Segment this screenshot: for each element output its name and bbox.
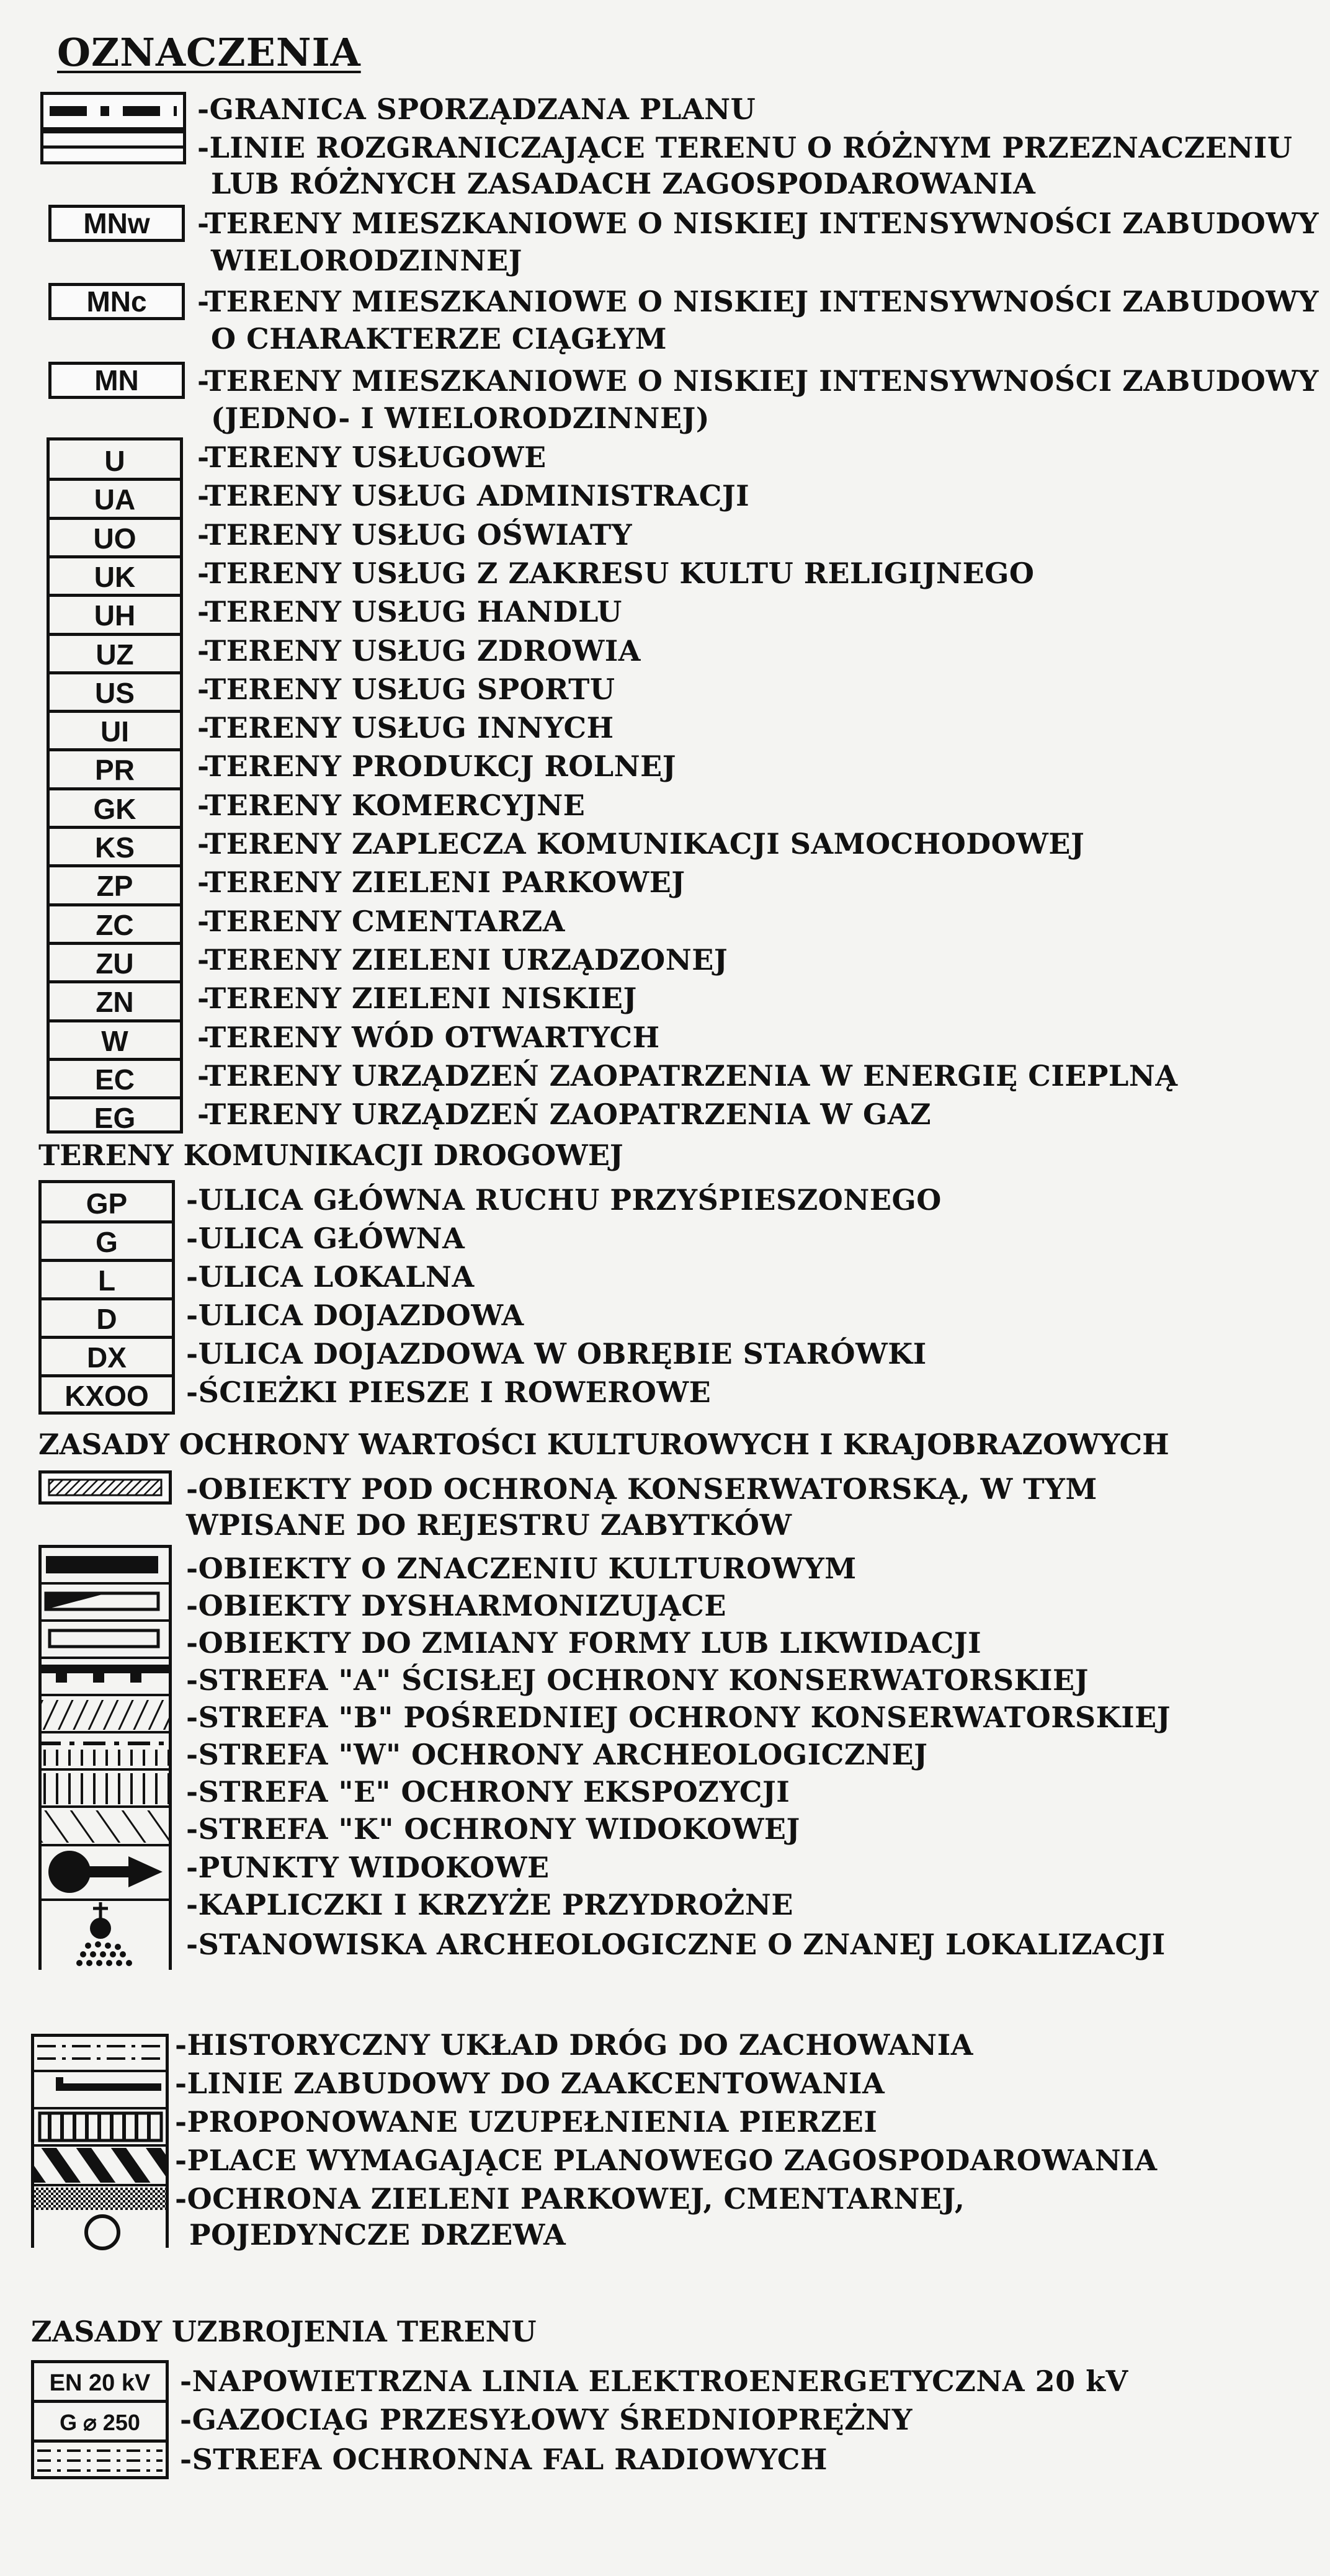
layout-label: -PLACE WYMAGAJĄCE PLANOWEGO ZAGOSPODAROWANIA (175, 2144, 1158, 2177)
road-code: D (96, 1303, 117, 1335)
road-code: KXOO (65, 1380, 149, 1412)
roads-heading: TERENY KOMUNIKACJI DROGOWEJ (38, 1138, 623, 1172)
zone-k-icon (38, 1810, 172, 1843)
layout-symbols (31, 2034, 169, 2251)
zone-code: ZC (96, 908, 134, 941)
zone-code: UZ (96, 638, 134, 671)
zone-label: -TERENY USŁUG Z ZAKRESU KULTU RELIGIJNEGO (197, 556, 1035, 590)
zone-code: UH (94, 599, 136, 632)
zone-code: ZU (96, 947, 134, 980)
zone-code: KS (95, 831, 135, 864)
legend-label: (JEDNO- I WIELORODZINNEJ) (211, 401, 710, 435)
culture-label: -KAPLICZKI I KRZYŻE PRZYDROŻNE (186, 1888, 793, 1921)
layout-label: -PROPONOWANE UZUPEŁNIENIA PIERZEI (175, 2105, 878, 2139)
infra-code-en: EN 20 kV (49, 2370, 151, 2396)
radio-zone-icon (31, 2442, 169, 2479)
infrastructure-label: -STREFA OCHRONNA FAL RADIOWYCH (180, 2443, 828, 2476)
legend-label: WPISANE DO REJESTRU ZABYTKÓW (186, 1508, 792, 1542)
zone-code: ZP (96, 870, 133, 903)
infrastructure-heading: ZASADY UZBROJENIA TERENU (31, 2315, 537, 2348)
layout-label: -LINIE ZABUDOWY DO ZAAKCENTOWANIA (175, 2067, 885, 2100)
zone-code: UK (94, 560, 136, 593)
infra-code-gas: G ⌀ 250 (60, 2410, 140, 2435)
road-label: -ULICA LOKALNA (186, 1260, 475, 1294)
road-code: G (96, 1226, 118, 1258)
zone-e-icon (38, 1773, 172, 1804)
zone-label: -TERENY ZIELENI PARKOWEJ (197, 865, 685, 900)
historic-road-icon (37, 2046, 161, 2059)
zone-label: -TERENY USŁUG ADMINISTRACJI (197, 479, 750, 513)
zone-label: -TERENY ZIELENI URZĄDZONEJ (197, 942, 728, 977)
zone-label: -TERENY ZAPLECZA KOMUNIKACJI SAMOCHODOWEJ (197, 827, 1085, 861)
zone-code-mnc: MNc (48, 283, 185, 320)
culture-label: -OBIEKTY DYSHARMONIZUJĄCE (186, 1589, 726, 1622)
zone-code: W (101, 1024, 128, 1057)
legend-label: -TERENY MIESZKANIOWE O NISKIEJ INTENSYWNOŚCI ZABUDOWY (197, 285, 1319, 318)
zone-b-icon (38, 1700, 172, 1730)
zone-label: -TERENY USŁUG INNYCH (197, 711, 614, 745)
dividing-line-icon (40, 130, 186, 164)
road-label: -ULICA GŁÓWNA RUCHU PRZYŚPIESZONEGO (186, 1183, 942, 1217)
layout-label: -HISTORYCZNY UKŁAD DRÓG DO ZACHOWANIA (175, 2028, 973, 2062)
zone-w-icon (38, 1743, 172, 1766)
culture-label: -OBIEKTY DO ZMIANY FORMY LUB LIKWIDACJI (186, 1626, 982, 1660)
zone-label: -TERENY ZIELENI NISKIEJ (197, 982, 637, 1016)
zone-label: -TERENY USŁUG ZDROWIA (197, 633, 641, 668)
culture-label: -STREFA "B" POŚREDNIEJ OCHRONY KONSERWATORSKIEJ (186, 1701, 1171, 1734)
legend-label: -TERENY MIESZKANIOWE O NISKIEJ INTENSYWNOŚCI ZABUDOWY (197, 207, 1319, 240)
page-title: OZNACZENIA (57, 30, 361, 75)
road-label: -ULICA DOJAZDOWA W OBRĘBIE STARÓWKI (186, 1337, 927, 1371)
zone-label: -TERENY URZĄDZEŃ ZAOPATRZENIA W ENERGIĘ CIEPLNĄ (197, 1058, 1178, 1093)
legend-label: O CHARAKTERZE CIĄGŁYM (211, 322, 667, 356)
archaeology-icon (76, 1941, 132, 1966)
zone-code: PR (95, 754, 135, 787)
wedge-bar-icon (46, 1593, 158, 1609)
culture-label: -PUNKTY WIDOKOWE (186, 1851, 550, 1884)
zone-label: -TERENY WÓD OTWARTYCH (197, 1020, 660, 1054)
road-label: -ULICA GŁÓWNA (186, 1222, 465, 1255)
zone-label: -TERENY USŁUG HANDLU (197, 595, 622, 629)
building-line-icon (56, 2077, 161, 2091)
black-bar-icon (46, 1556, 158, 1573)
road-code: GP (86, 1187, 128, 1220)
legend-label: -TERENY MIESZKANIOWE O NISKIEJ INTENSYWNOŚCI ZABUDOWY (197, 364, 1319, 398)
zone-code: EC (95, 1063, 135, 1096)
road-code: DX (87, 1341, 127, 1374)
zone-label: -TERENY USŁUGOWE (197, 441, 547, 474)
culture-label: -STREFA "A" ŚCISŁEJ OCHRONY KONSERWATORSKIEJ (186, 1663, 1089, 1697)
legend-label: -LINIE ROZGRANICZAJĄCE TERENU O RÓŻNYM PRZEZNACZENIU (197, 131, 1293, 164)
zone-label: -TERENY CMENTARZA (197, 904, 566, 938)
zone-code: EG (94, 1102, 136, 1135)
zone-code: UA (94, 483, 136, 516)
road-label: -ULICA DOJAZDOWA (186, 1299, 524, 1332)
layout-label: POJEDYNCZE DRZEWA (189, 2218, 566, 2252)
zone-code: ZN (96, 986, 134, 1019)
infrastructure-label: -NAPOWIETRZNA LINIA ELEKTROENERGETYCZNA 20 kV (180, 2364, 1128, 2398)
legend-label: -GRANICA SPORZĄDZANA PLANU (197, 92, 756, 126)
legend-label: -OBIEKTY POD OCHRONĄ KONSERWATORSKĄ, W TYM (186, 1472, 1097, 1506)
road-codes-column (38, 1180, 175, 1415)
frontage-infill-icon (40, 2113, 161, 2140)
zone-label: -TERENY PRODUKCJ ROLNEJ (197, 749, 677, 784)
zone-code: UO (93, 522, 136, 555)
protected-object-icon (38, 1470, 172, 1505)
green-protection-icon (31, 2188, 169, 2248)
zone-code-mnw: MNw (48, 205, 185, 242)
zone-label: -TERENY URZĄDZEŃ ZAOPATRZENIA W GAZ (197, 1098, 932, 1132)
culture-label: -OBIEKTY O ZNACZENIU KULTUROWYM (186, 1552, 857, 1585)
zone-label: -TERENY USŁUG SPORTU (197, 672, 615, 706)
culture-label: -STANOWISKA ARCHEOLOGICZNE O ZNANEJ LOKALIZACJI (186, 1928, 1166, 1961)
divider (31, 2400, 169, 2403)
culture-heading: ZASADY OCHRONY WARTOŚCI KULTUROWYCH I KRAJOBRAZOWYCH (38, 1428, 1169, 1461)
zone-code: GK (93, 792, 136, 825)
zone-label: -TERENY KOMERCYJNE (197, 788, 586, 822)
legend-label: WIELORODZINNEJ (211, 244, 522, 277)
boundary-line-icon (40, 92, 186, 130)
infrastructure-label: -GAZOCIĄG PRZESYŁOWY ŚREDNIOPRĘŻNY (180, 2403, 913, 2436)
viewpoint-icon (48, 1851, 163, 1893)
zone-codes-column (47, 437, 183, 1134)
zone-code: US (95, 676, 135, 709)
culture-label: -STREFA "W" OCHRONY ARCHEOLOGICZNEJ (186, 1738, 928, 1771)
square-hatch-icon (31, 2148, 169, 2183)
culture-label: -STREFA "E" OCHRONY EKSPOZYCJI (186, 1775, 790, 1809)
zone-label: -TERENY USŁUG OŚWIATY (197, 517, 633, 552)
culture-label: -STREFA "K" OCHRONY WIDOKOWEJ (186, 1812, 800, 1846)
zone-code-mn: MN (48, 362, 185, 399)
layout-label: -OCHRONA ZIELENI PARKOWEJ, CMENTARNEJ, (175, 2182, 965, 2216)
zone-code: U (104, 445, 125, 477)
zone-a-icon (38, 1669, 172, 1683)
zone-code: UI (100, 715, 129, 748)
shrine-icon (90, 1902, 111, 1939)
road-label: -ŚCIEŻKI PIESZE I ROWEROWE (186, 1375, 712, 1409)
culture-symbols (38, 1545, 172, 1979)
outline-bar-icon (50, 1630, 158, 1647)
legend-label: LUB RÓŻNYCH ZASADACH ZAGOSPODAROWANIA (211, 167, 1036, 200)
road-code: L (97, 1264, 116, 1297)
